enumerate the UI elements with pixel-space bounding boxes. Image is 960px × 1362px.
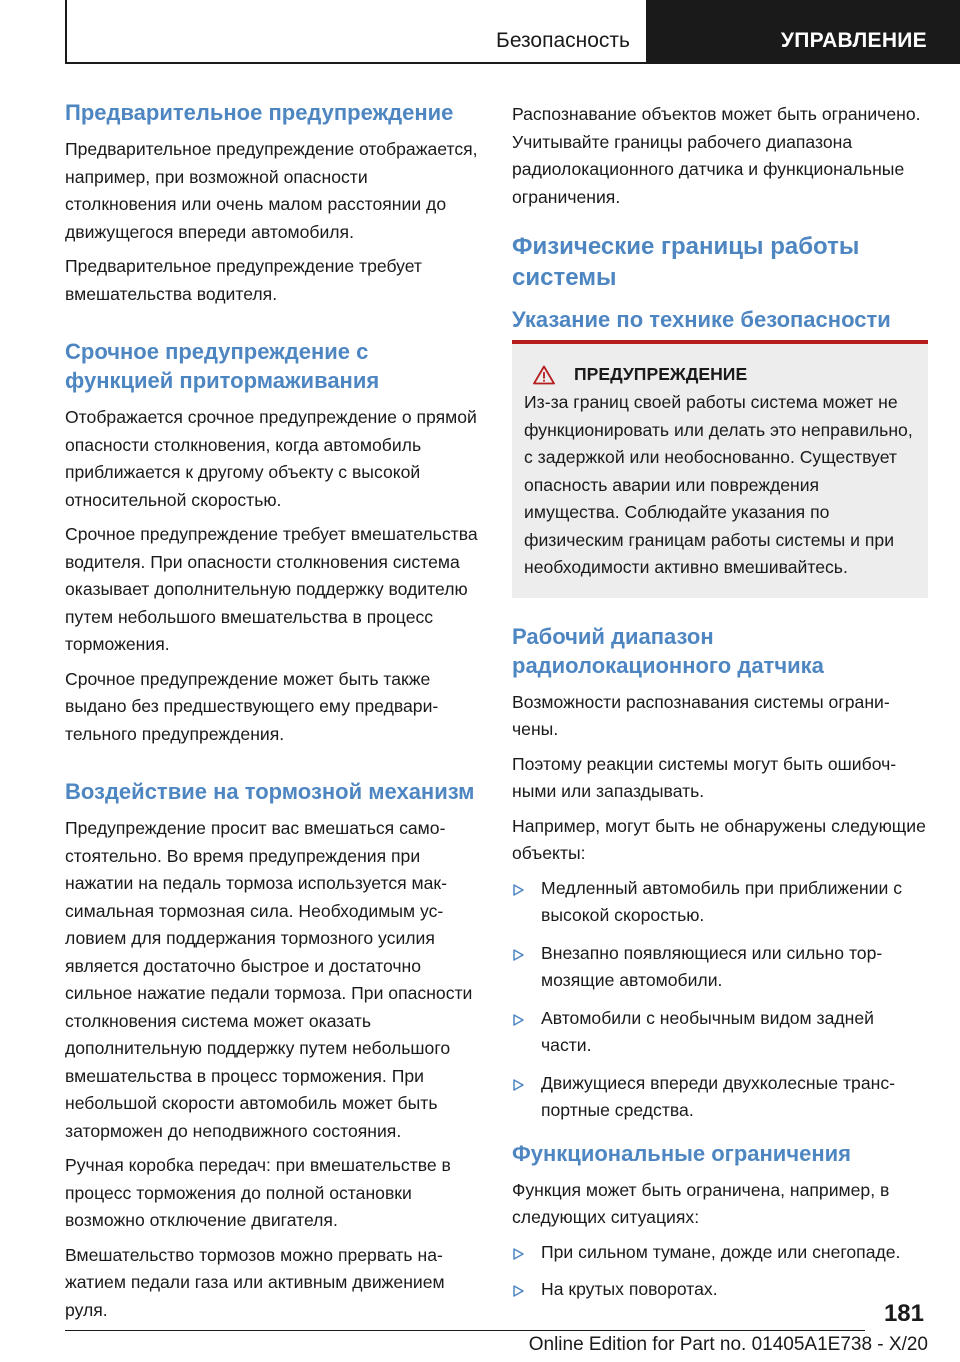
bullet-triangle-icon bbox=[513, 884, 524, 896]
paragraph: Распознавание объектов может быть ограничено. Учитывайте границы рабочего диапазона радиолокационного датчика и функциональные ограничения. bbox=[512, 104, 921, 207]
section-title: Безопасность bbox=[496, 29, 630, 52]
list-item: При сильном тумане, дожде или снегопаде. bbox=[512, 1239, 928, 1267]
heading-functional-limits: Функциональные ограничения bbox=[512, 1140, 851, 1166]
paragraph: Предварительное предупреждение отображается, например, при возможной опасности столкновения или очень малом расстоянии до движущегося впереди автомобиля. bbox=[65, 139, 478, 242]
paragraph: Срочное предупреждение требует вмешательства водителя. При опасности столкновения система оказывает дополнительную поддержку водителю путем небольшого вмешательства в процесс торможения. bbox=[65, 524, 478, 654]
heading-sensor-range: Рабочий диапазон радиолокационного датчика bbox=[512, 623, 824, 678]
paragraph: Ручная коробка передач: при вмешательстве в процесс торможения до полной остановки возможно отключение двигателя. bbox=[65, 1155, 451, 1230]
paragraph: Предупреждение просит вас вмешаться самостоятельно. Во время предупреждения при нажатии на педаль тормоза используется максимальная тормозная сила. Необходимым условием для поддержания тормозного усилия является достаточно быстрое и достаточно сильное нажатие педали тормоза. При опасности столкновения система может оказать дополнительную поддержку путем небольшого вмешательства в процесс торможения. При небольшой скорости автомобиль может быть заторможен до неподвижного состояния. bbox=[65, 818, 473, 1141]
warning-title-text: ПРЕДУПРЕЖДЕНИЕ bbox=[574, 364, 748, 384]
paragraph: Поэтому реакции системы могут быть ошибочными или запаздывать. bbox=[512, 753, 897, 801]
paragraph: Отображается срочное предупреждение о прямой опасности столкновения, когда автомобиль приближается к другому объекту с высокой относительной скоростью. bbox=[65, 407, 477, 510]
list-item: На крутых поворотах. bbox=[512, 1276, 928, 1304]
paragraph: Предварительное предупреждение требует вмешательства водителя. bbox=[65, 256, 422, 304]
paragraph: Функция может быть ограничена, например, в следующих ситуациях: bbox=[512, 1179, 890, 1227]
paragraph: Срочное предупреждение может быть также выдано без предшествующего ему предварительного предупреждения. bbox=[65, 668, 439, 744]
heading-safety-note: Указание по технике безопасности bbox=[512, 307, 891, 332]
bullet-triangle-icon bbox=[513, 1285, 524, 1297]
warning-triangle-icon bbox=[533, 365, 555, 385]
bullet-triangle-icon bbox=[513, 1079, 524, 1091]
paragraph: Вмешательство тормозов можно прервать нажатием педали газа или активным движением руля. bbox=[65, 1244, 445, 1320]
header-section-tab bbox=[65, 0, 648, 64]
bullet-triangle-icon bbox=[513, 1248, 524, 1260]
bullet-list-situations bbox=[512, 1239, 928, 1304]
heading-pre-warning: Предварительное предупреждение bbox=[65, 100, 454, 125]
edition-note: Online Edition for Part no. 01405A1E738 - X/20 bbox=[528, 1334, 928, 1355]
paragraph: Возможности распознавания системы ограничены. bbox=[512, 691, 890, 739]
chapter-title: УПРАВЛЕНИЕ bbox=[780, 29, 927, 52]
warning-box bbox=[512, 340, 928, 598]
heading-urgent-warning: Срочное предупреждение с функцией притормаживания bbox=[65, 339, 380, 393]
header-chapter-tab bbox=[648, 0, 960, 64]
bullet-triangle-icon bbox=[513, 1014, 524, 1026]
left-column bbox=[65, 98, 480, 1331]
warning-text: Из-за границ своей работы система может не функционировать или делать это неправильно, с задержкой или необоснованно. Существует опасность аварии или повреждения имущества. Соблюдайте указания по физическим границам работы системы и при необходимости активно вмешивайтесь. bbox=[524, 392, 913, 577]
bullet-list-objects bbox=[512, 875, 928, 1125]
list-item: Медленный автомобиль при приближении с высокой скоростью. bbox=[512, 875, 928, 930]
warning-title bbox=[524, 364, 916, 385]
list-item: Автомобили с необычным видом задней части. bbox=[512, 1005, 928, 1060]
page-number: 181 bbox=[883, 1300, 924, 1327]
paragraph: Например, могут быть не обнаружены следующие объекты: bbox=[512, 815, 926, 863]
bullet-triangle-icon bbox=[513, 949, 524, 961]
heading-physical-limits: Физические границы работы системы bbox=[512, 233, 860, 291]
list-item: Внезапно появляющиеся или сильно тормозящие автомобили. bbox=[512, 940, 928, 995]
list-item: Движущиеся впереди двухколесные транспортные средства. bbox=[512, 1070, 928, 1125]
footer-divider bbox=[65, 1330, 865, 1331]
right-column bbox=[512, 98, 928, 1318]
heading-brake-intervention: Воздействие на тормозной механизм bbox=[65, 779, 475, 804]
